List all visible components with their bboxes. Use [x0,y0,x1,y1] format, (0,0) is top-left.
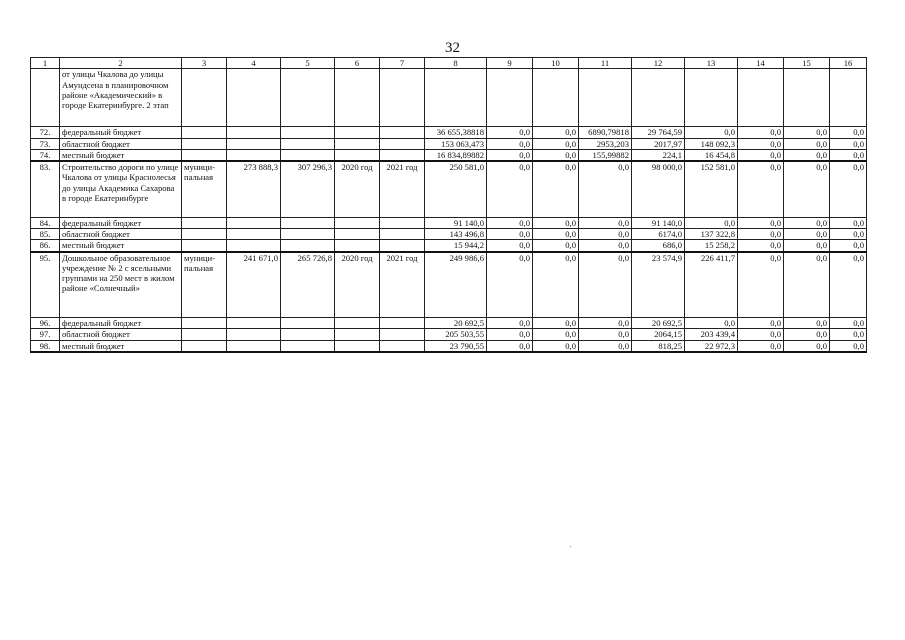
budget-table [30,57,867,353]
table-cell: 0,0 [685,318,738,329]
table-cell: 0,0 [830,138,867,149]
table-cell: 2021 год [380,252,425,318]
table-cell [533,69,579,127]
table-cell: 143 496,8 [425,228,487,239]
budget-row [31,149,867,161]
table-cell: 203 439,4 [685,329,738,340]
table-cell: 0,0 [830,149,867,161]
column-number: 16 [830,58,867,69]
budget-source-cell: местный бюджет [60,340,182,352]
table-cell: 0,0 [579,161,632,217]
column-number: 8 [425,58,487,69]
table-cell [182,69,227,127]
table-cell: 0,0 [738,252,784,318]
table-cell: 0,0 [738,340,784,352]
table-cell [281,228,335,239]
column-number: 10 [533,58,579,69]
table-cell: 96. [31,318,60,329]
table-cell: 0,0 [830,217,867,228]
table-cell: 0,0 [487,149,533,161]
table-cell [335,149,380,161]
table-cell [182,318,227,329]
table-cell [281,69,335,127]
table-cell [281,149,335,161]
table-cell: 0,0 [784,340,830,352]
budget-row [31,329,867,340]
table-cell: 16 834,89882 [425,149,487,161]
table-cell: 0,0 [830,318,867,329]
column-number: 11 [579,58,632,69]
table-cell [335,69,380,127]
table-cell [380,240,425,252]
budget-source-cell: федеральный бюджет [60,318,182,329]
table-cell: 0,0 [784,138,830,149]
table-cell: 0,0 [830,228,867,239]
column-number: 6 [335,58,380,69]
budget-source-cell: местный бюджет [60,149,182,161]
table-cell: 0,0 [533,240,579,252]
table-cell: 15 944,2 [425,240,487,252]
table-cell: 0,0 [487,217,533,228]
table-cell: 0,0 [685,217,738,228]
budget-row [31,240,867,252]
column-number: 5 [281,58,335,69]
table-cell: 155,99882 [579,149,632,161]
table-cell: 20 692,5 [632,318,685,329]
table-cell: 23 790,55 [425,340,487,352]
table-cell: муници-пальная [182,161,227,217]
table-cell: 152 581,0 [685,161,738,217]
column-number: 1 [31,58,60,69]
column-number: 4 [227,58,281,69]
budget-source-cell: областной бюджет [60,138,182,149]
table-cell: 307 296,3 [281,161,335,217]
budget-source-cell: федеральный бюджет [60,217,182,228]
table-cell: 0,0 [533,329,579,340]
table-cell [227,138,281,149]
table-cell: 0,0 [487,340,533,352]
table-cell: 20 692,5 [425,318,487,329]
table-cell: 2953,203 [579,138,632,149]
table-cell [335,217,380,228]
table-cell: 0,0 [487,228,533,239]
page-number: 32 [445,40,460,56]
table-cell: 0,0 [738,329,784,340]
table-cell: 0,0 [784,161,830,217]
table-cell: 0,0 [685,127,738,138]
table-cell: 73. [31,138,60,149]
table-cell: 265 726,8 [281,252,335,318]
table-cell [227,340,281,352]
table-cell: 29 764,59 [632,127,685,138]
table-cell: 0,0 [579,329,632,340]
table-cell [380,69,425,127]
table-cell: 0,0 [830,161,867,217]
table-cell [784,69,830,127]
table-cell: 0,0 [487,138,533,149]
table-cell [281,340,335,352]
table-cell [281,240,335,252]
table-cell [335,329,380,340]
table-cell: 72. [31,127,60,138]
table-cell: 0,0 [579,240,632,252]
table-cell: 15 258,2 [685,240,738,252]
table-cell: 0,0 [533,318,579,329]
table-cell [335,240,380,252]
table-cell [380,127,425,138]
table-cell: 0,0 [487,252,533,318]
table-cell: 16 454,8 [685,149,738,161]
table-cell: 0,0 [533,161,579,217]
table-cell: 0,0 [533,138,579,149]
table-cell: 0,0 [487,329,533,340]
scan-speck [570,546,571,547]
table-cell [281,127,335,138]
table-cell [380,318,425,329]
table-cell [227,329,281,340]
table-cell [281,217,335,228]
table-cell: 2020 год [335,161,380,217]
table-cell: 818,25 [632,340,685,352]
table-cell: 0,0 [738,228,784,239]
budget-row [31,127,867,138]
table-cell: 0,0 [533,252,579,318]
column-number: 13 [685,58,738,69]
column-number: 2 [60,58,182,69]
table-cell [182,138,227,149]
table-cell: 0,0 [738,240,784,252]
table-cell: 249 986,6 [425,252,487,318]
table-cell: 0,0 [830,340,867,352]
table-cell: 0,0 [579,217,632,228]
table-cell: 0,0 [487,240,533,252]
table-cell [227,240,281,252]
table-cell: 0,0 [738,318,784,329]
table-cell: 0,0 [738,138,784,149]
table-cell [182,240,227,252]
project-name-cell: Дошкольное образовательное учреждение № 2 с ясельными группами на 250 мест в жилом районе «Солнечный» [60,252,182,318]
table-cell: муници-пальная [182,252,227,318]
table-cell: 0,0 [830,127,867,138]
table-cell: 0,0 [830,329,867,340]
table-cell: 95. [31,252,60,318]
table-cell: 686,0 [632,240,685,252]
column-number-row [31,58,867,69]
table-cell [380,329,425,340]
table-cell [335,127,380,138]
table-cell [335,318,380,329]
table-cell: 0,0 [830,252,867,318]
table-cell: 2021 год [380,161,425,217]
table-cell [685,69,738,127]
table-cell [487,69,533,127]
table-cell: 137 322,8 [685,228,738,239]
table-cell [182,329,227,340]
table-cell [579,69,632,127]
table-cell: 0,0 [738,127,784,138]
table-cell: 0,0 [784,252,830,318]
budget-source-cell: областной бюджет [60,228,182,239]
table-cell [182,149,227,161]
table-cell: 0,0 [784,228,830,239]
table-cell: 2064,15 [632,329,685,340]
column-number: 12 [632,58,685,69]
table-cell [425,69,487,127]
table-cell: 148 092,3 [685,138,738,149]
budget-row [31,228,867,239]
table-cell [380,138,425,149]
column-number: 3 [182,58,227,69]
table-cell: 0,0 [784,217,830,228]
table-cell: 0,0 [784,329,830,340]
table-cell: 83. [31,161,60,217]
table-cell [335,340,380,352]
table-cell: 250 581,0 [425,161,487,217]
table-cell: 91 140,0 [632,217,685,228]
table-cell [281,329,335,340]
column-number: 9 [487,58,533,69]
table-cell: 205 503,55 [425,329,487,340]
table-cell: 0,0 [533,127,579,138]
project-name-cell: от улицы Чкалова до улицы Амундсена в планировочном районе «Академический» в городе Екатеринбурге. 2 этап [60,69,182,127]
table-cell [182,127,227,138]
table-cell: 0,0 [533,149,579,161]
project-name-cell: Строительство дороги по улице Чкалова от улицы Краснолесья до улицы Академика Сахарова в городе Екатеринбурге [60,161,182,217]
table-cell: 97. [31,329,60,340]
table-cell: 84. [31,217,60,228]
table-cell [227,228,281,239]
table-cell: 0,0 [784,240,830,252]
table-cell [182,228,227,239]
project-row [31,161,867,217]
column-number: 15 [784,58,830,69]
table-cell [632,69,685,127]
budget-row [31,138,867,149]
table-cell [182,340,227,352]
table-cell [380,340,425,352]
table-cell: 226 411,7 [685,252,738,318]
table-cell: 98 000,0 [632,161,685,217]
table-cell [281,318,335,329]
budget-row [31,340,867,352]
table-cell [380,228,425,239]
budget-row [31,318,867,329]
table-cell: 224,1 [632,149,685,161]
table-cell [335,228,380,239]
table-cell: 273 888,3 [227,161,281,217]
table-cell: 0,0 [579,252,632,318]
table-cell: 0,0 [738,161,784,217]
table-cell: 86. [31,240,60,252]
table-cell [380,149,425,161]
table-cell: 6890,79818 [579,127,632,138]
table-body [31,58,867,352]
table-cell: 0,0 [784,318,830,329]
table-cell: 0,0 [784,149,830,161]
table-cell: 2020 год [335,252,380,318]
budget-source-cell: местный бюджет [60,240,182,252]
budget-source-cell: федеральный бюджет [60,127,182,138]
table-cell: 153 063,473 [425,138,487,149]
table-cell: 0,0 [487,161,533,217]
table-cell: 0,0 [738,217,784,228]
table-cell: 0,0 [487,318,533,329]
table-cell [738,69,784,127]
table-cell [227,69,281,127]
budget-source-cell: областной бюджет [60,329,182,340]
table-cell [182,217,227,228]
table-cell: 0,0 [533,340,579,352]
project-row [31,252,867,318]
table-cell: 74. [31,149,60,161]
table-cell [830,69,867,127]
table-cell [335,138,380,149]
table-cell: 0,0 [830,240,867,252]
table-cell [380,217,425,228]
table-cell: 2017,97 [632,138,685,149]
table-cell: 22 972,3 [685,340,738,352]
table-cell: 6174,0 [632,228,685,239]
table-cell: 0,0 [738,149,784,161]
budget-row [31,217,867,228]
column-number: 14 [738,58,784,69]
table-cell: 241 671,0 [227,252,281,318]
table-cell [227,318,281,329]
table-cell: 85. [31,228,60,239]
table-cell: 0,0 [579,318,632,329]
table-cell: 0,0 [579,340,632,352]
table-cell [227,217,281,228]
table-cell [227,149,281,161]
table-cell: 98. [31,340,60,352]
table-cell: 0,0 [784,127,830,138]
column-number: 7 [380,58,425,69]
table-cell: 23 574,9 [632,252,685,318]
table-cell [31,69,60,127]
table-cell: 0,0 [533,228,579,239]
table-cell: 0,0 [533,217,579,228]
table-cell [227,127,281,138]
table-cell [281,138,335,149]
table-cell: 91 140,0 [425,217,487,228]
project-row [31,69,867,127]
table-cell: 36 655,38818 [425,127,487,138]
table-cell: 0,0 [579,228,632,239]
table-cell: 0,0 [487,127,533,138]
